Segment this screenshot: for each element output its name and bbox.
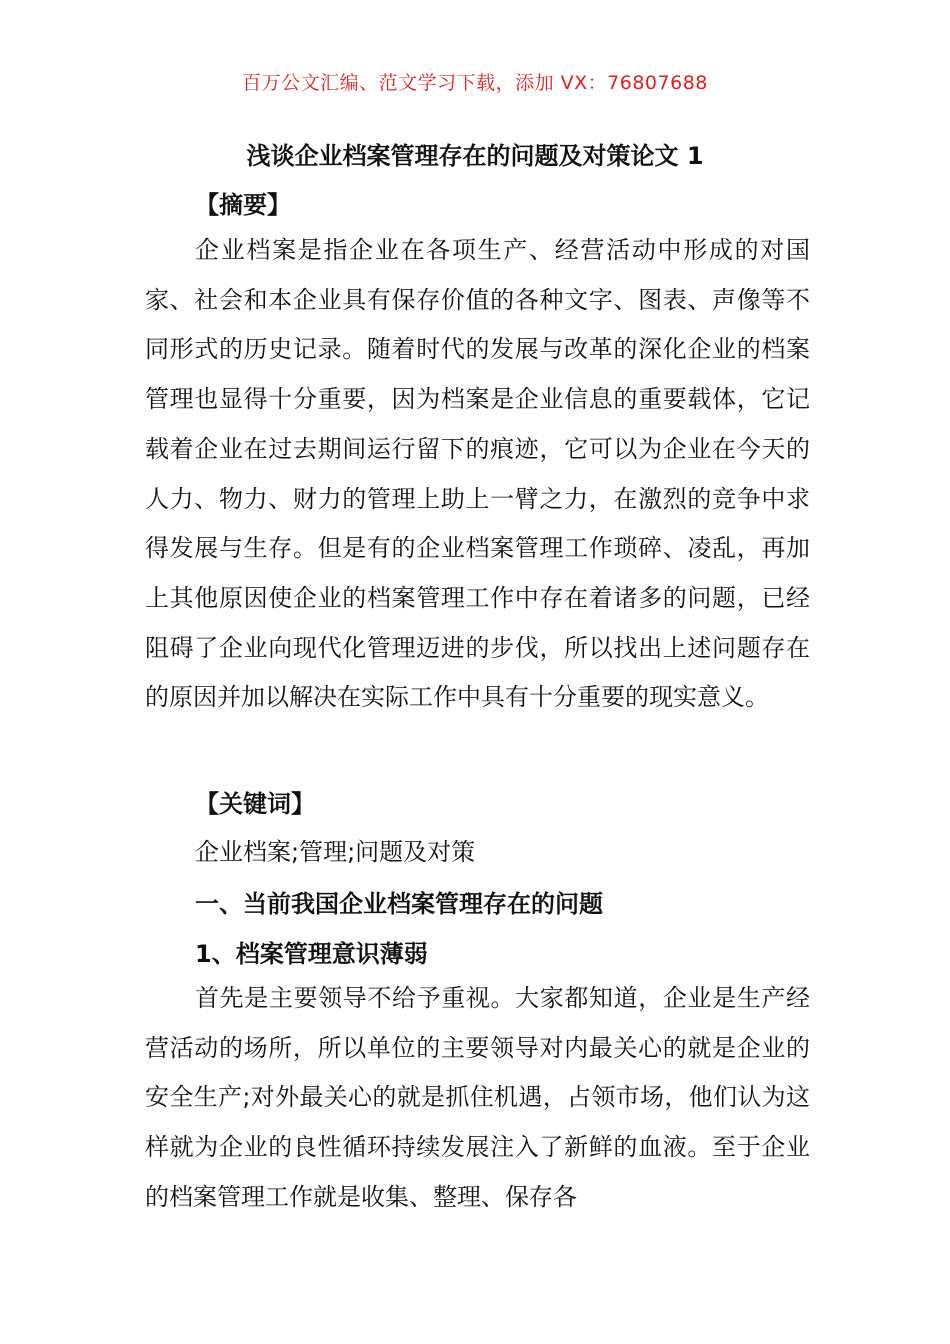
abstract-paragraph: 企业档案是指企业在各项生产、经营活动中形成的对国家、社会和本企业具有保存价值的各种文字、图表、声像等不同形式的历史记录。随着时代的发展与改革的深化企业的档案管理也显得十分重要，因为档案是企业信息的重要载体，它记载着企业在过去期间运行留下的痕迹，它可以为企业在今天的人力、物力、财力的管理上助上一臂之力，在激烈的竞争中求得发展与生存。但是有的企业档案管理工作琐碎、凌乱，再加上其他原因使企业的档案管理工作中存在着诸多的问题，已经阻碍了企业向现代化管理迈进的步伐，所以找出上述问题存在的原因并加以解决在实际工作中具有十分重要的现实意义。: [145, 236, 810, 712]
subsection-heading: 1、档案管理意识薄弱: [195, 940, 428, 968]
abstract-heading: 【摘要】: [195, 191, 291, 219]
section-paragraph: 首先是主要领导不给予重视。大家都知道，企业是生产经营活动的场所，所以单位的主要领导对内最关心的就是企业的安全生产;对外最关心的就是抓住机遇，占领市场，他们认为这样就为企业的良性循环持续发展注入了新鲜的血液。至于企业的档案管理工作就是收集、整理、保存各: [145, 984, 810, 1211]
promo-banner: 百万公文汇编、范文学习下载，添加 VX：76807688: [242, 72, 708, 94]
document-title: 浅谈企业档案管理存在的问题及对策论文 1: [246, 142, 704, 170]
section-heading: 一、当前我国企业档案管理存在的问题: [195, 890, 603, 918]
keywords-heading: 【关键词】: [195, 790, 315, 818]
keywords-text: 企业档案;管理;问题及对策: [195, 838, 476, 866]
